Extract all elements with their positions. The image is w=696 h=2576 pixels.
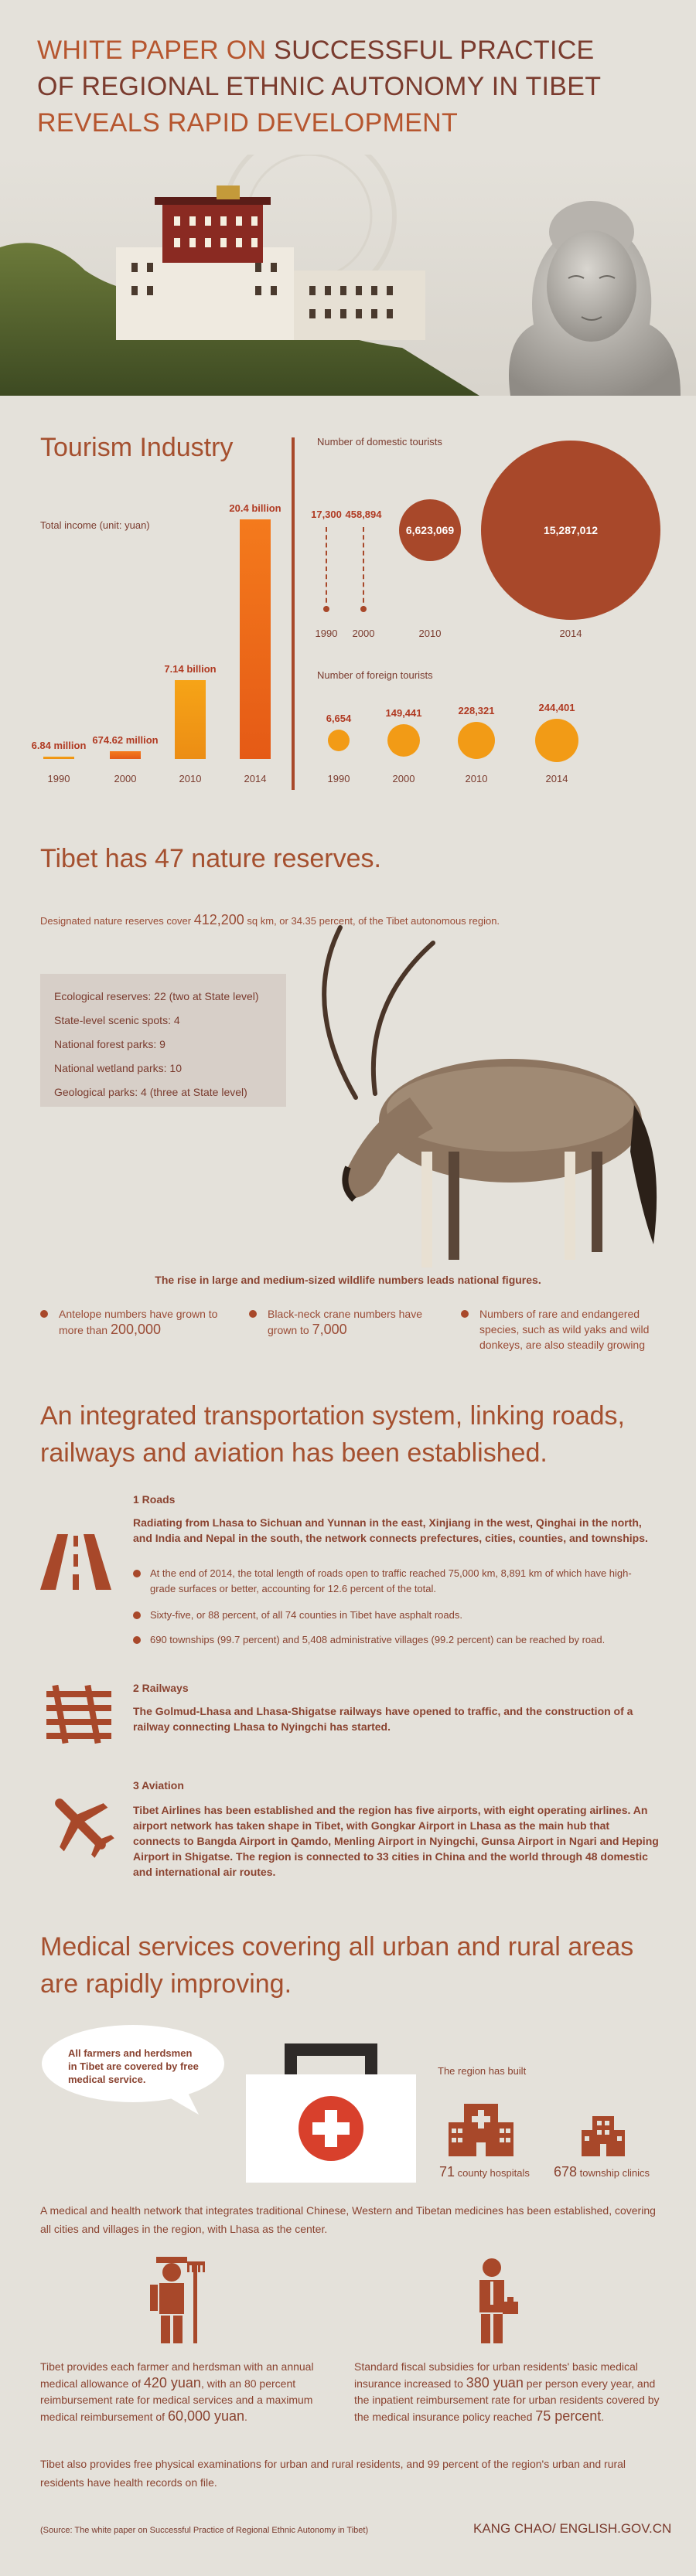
roads-bullet-1: At the end of 2014, the total length of roads open to traffic reached 75,000 km, 8,891 km of which have high-grade surfaces or better, accounting for 12.6 percent of the total. <box>133 1566 643 1597</box>
species-bullet: Numbers of rare and endangered species, such as wild yaks and wild donkeys, are also steadily growing <box>461 1306 662 1353</box>
income-year-label: 2014 <box>244 773 267 784</box>
medical-title-l2: are rapidly improving. <box>40 1969 292 1999</box>
b1-num: 200,000 <box>110 1322 162 1337</box>
left-c: . <box>244 2411 247 2423</box>
domestic-dot <box>360 606 367 612</box>
reserve-item: National forest parks: 9 <box>54 1038 165 1050</box>
clinics-num: 678 <box>554 2164 578 2180</box>
cover-b: sq km, or 34.35 percent, of the Tibet autonomous region. <box>244 915 500 927</box>
medical-kit-icon <box>246 2043 416 2183</box>
income-year-label: 2000 <box>114 773 137 784</box>
crane-bullet <box>249 1306 427 1338</box>
domestic-value-label: 6,623,069 <box>405 524 455 536</box>
hospital-icon <box>449 2104 513 2156</box>
domestic-year-label: 1990 <box>315 628 338 639</box>
domestic-circle <box>481 441 660 620</box>
income-label: Total income (unit: yuan) <box>40 519 150 531</box>
title-line2: OF REGIONAL ETHNIC AUTONOMY IN TIBET <box>37 72 602 101</box>
exams-text: Tibet also provides free physical examinations for urban and rural residents, and 99 percent of the region's urban and rural residents have health records on file. <box>40 2458 626 2489</box>
b1-text: Antelope numbers have grown to more than <box>59 1308 218 1336</box>
roads-summary: Radiating from Lhasa to Sichuan and Yunnan in the east, Xinjiang in the west, Qinghai in the north, and India and Nepal in the south, the network connects prefectures, cities, counties, and townships. <box>133 1516 648 1544</box>
urban-resident-icon <box>469 2258 521 2343</box>
income-year-label: 2010 <box>179 773 202 784</box>
reserve-item: Geological parks: 4 (three at State level) <box>54 1086 247 1098</box>
network-text: A medical and health network that integrates traditional Chinese, Western and Tibetan medicines has been established, covering all cities and villages in the region, with Lhasa as the center. <box>40 2204 656 2235</box>
railway-icon <box>46 1685 111 1744</box>
b2-text: Black-neck crane numbers have grown to <box>268 1308 422 1336</box>
hero-illustration <box>0 155 696 396</box>
right-c: . <box>601 2411 605 2423</box>
foreign-value-label: 149,441 <box>385 707 422 719</box>
roads-bullet-2: Sixty-five, or 88 percent, of all 74 counties in Tibet have asphalt roads. <box>133 1608 643 1623</box>
road-icon <box>40 1534 111 1590</box>
right-num1: 380 yuan <box>466 2375 524 2391</box>
b2-num: 7,000 <box>312 1322 347 1337</box>
title-line3: REVEALS RAPID DEVELOPMENT <box>37 108 459 138</box>
cover-num: 412,200 <box>193 912 244 927</box>
airplane-icon <box>43 1787 118 1861</box>
antelope-illustration <box>232 920 665 1268</box>
domestic-value-label: 17,300 <box>311 509 342 520</box>
domestic-circle <box>399 499 461 561</box>
income-bar <box>110 751 141 759</box>
foreign-circle <box>458 722 495 759</box>
domestic-year-label: 2014 <box>559 628 582 639</box>
page-title <box>37 32 601 141</box>
railways-heading: 2 Railways <box>133 1682 189 1694</box>
foreign-value-label: 6,654 <box>326 713 352 724</box>
domestic-dashed-line <box>326 527 327 611</box>
foreign-year-label: 2000 <box>392 773 415 784</box>
medical-title <box>40 1928 633 2003</box>
right-num2: 75 percent <box>535 2408 602 2424</box>
header <box>0 0 696 396</box>
income-bar <box>43 757 74 759</box>
transport-title <box>40 1397 625 1472</box>
section-divider <box>292 437 295 790</box>
left-a: Tibet provides each farmer and herdsman with an annual medical allowance of <box>40 2360 314 2390</box>
domestic-year-label: 2010 <box>418 628 442 639</box>
domestic-dashed-line <box>363 527 364 611</box>
aviation-heading: 3 Aviation <box>133 1779 184 1792</box>
left-num1: 420 yuan <box>143 2375 201 2391</box>
income-value-label: 20.4 billion <box>229 502 281 514</box>
right-b: per person every year, and the inpatient reimbursement rate for urban residents covered by the medical insurance policy reached <box>354 2377 660 2423</box>
reserve-item: State-level scenic spots: 4 <box>54 1014 180 1026</box>
foreign-year-label: 1990 <box>327 773 350 784</box>
foreign-circle <box>387 724 420 757</box>
hospitals-label: county hospitals <box>455 2167 530 2179</box>
domestic-value-label: 458,894 <box>345 509 382 520</box>
domestic-label: Number of domestic tourists <box>317 436 442 447</box>
domestic-value-label: 15,287,012 <box>543 524 599 536</box>
clinic-icon <box>582 2116 625 2156</box>
credit: KANG CHAO/ ENGLISH.GOV.CN <box>473 2521 672 2536</box>
transport-title-l2: railways and aviation has been established. <box>40 1438 548 1468</box>
railways-summary: The Golmud-Lhasa and Lhasa-Shigatse railways have opened to traffic, and the construction of a railway connecting Lhasa to Nyingchi has started. <box>133 1705 633 1733</box>
nature-title: Tibet has 47 nature reserves. <box>40 844 381 873</box>
reserve-item: National wetland parks: 10 <box>54 1062 182 1074</box>
left-b: , with an 80 percent reimbursement rate for medical services and a maximum medical reimbursement of <box>40 2377 313 2423</box>
domestic-dot <box>323 606 329 612</box>
farmer-icon <box>136 2257 207 2343</box>
income-value-label: 7.14 billion <box>164 663 217 675</box>
foreign-circle <box>328 730 350 751</box>
foreign-circle <box>535 719 578 762</box>
medical-title-l1: Medical services covering all urban and rural areas <box>40 1932 634 1962</box>
cover-a: Designated nature reserves cover <box>40 915 194 927</box>
bubble-text: All farmers and herdsmen in Tibet are covered by free medical service. <box>68 2047 199 2085</box>
income-value-label: 674.62 million <box>92 734 159 746</box>
foreign-value-label: 244,401 <box>538 702 575 713</box>
hospitals-stat <box>439 2164 530 2180</box>
clinics-label: township clinics <box>577 2167 650 2179</box>
foreign-label: Number of foreign tourists <box>317 669 433 681</box>
title-line1-b: SUCCESSFUL PRACTICE <box>274 36 595 65</box>
farmer-text <box>40 2359 326 2425</box>
aviation-summary: Tibet Airlines has been established and the region has five airports, with eight operating airlines. An airport network has taken shape in Tibet, with Gongkar Airport in Lhasa as the main hub that connects to Bangda Airport in Qamdo, Menling Airport in Nyingchi, Gunsa Airport in Ngari and Heping Airport in Shigatse. The region is connected to 33 cities in China and the world through 48 domestic and international air routes. <box>133 1804 659 1878</box>
reserve-item: Ecological reserves: 22 (two at State level) <box>54 990 259 1002</box>
built-label: The region has built <box>438 2065 527 2077</box>
hospitals-num: 71 <box>439 2164 455 2180</box>
left-num2: 60,000 yuan <box>167 2408 245 2424</box>
wildlife-heading: The rise in large and medium-sized wildlife numbers leads national figures. <box>155 1274 541 1286</box>
right-a: Standard fiscal subsidies for urban residents' basic medical insurance increased to <box>354 2360 638 2390</box>
domestic-year-label: 2000 <box>352 628 375 639</box>
source-note: (Source: The white paper on Successful Practice of Regional Ethnic Autonomy in Tibet) <box>40 2526 369 2535</box>
clinics-stat <box>554 2164 650 2180</box>
antelope-bullet <box>40 1306 218 1338</box>
income-year-label: 1990 <box>47 773 70 784</box>
foreign-year-label: 2010 <box>465 773 488 784</box>
foreign-year-label: 2014 <box>545 773 568 784</box>
income-value-label: 6.84 million <box>31 740 87 751</box>
transport-title-l1: An integrated transportation system, linking roads, <box>40 1401 625 1431</box>
roads-heading: 1 Roads <box>133 1493 176 1506</box>
tourism-title: Tourism Industry <box>40 433 234 462</box>
income-bar <box>175 680 206 759</box>
roads-bullet-3: 690 townships (99.7 percent) and 5,408 administrative villages (99.2 percent) can be reached by road. <box>133 1632 659 1648</box>
foreign-value-label: 228,321 <box>458 705 495 716</box>
urban-text <box>354 2359 664 2425</box>
income-bar <box>240 519 271 759</box>
title-line1-a: WHITE PAPER ON <box>37 36 275 65</box>
